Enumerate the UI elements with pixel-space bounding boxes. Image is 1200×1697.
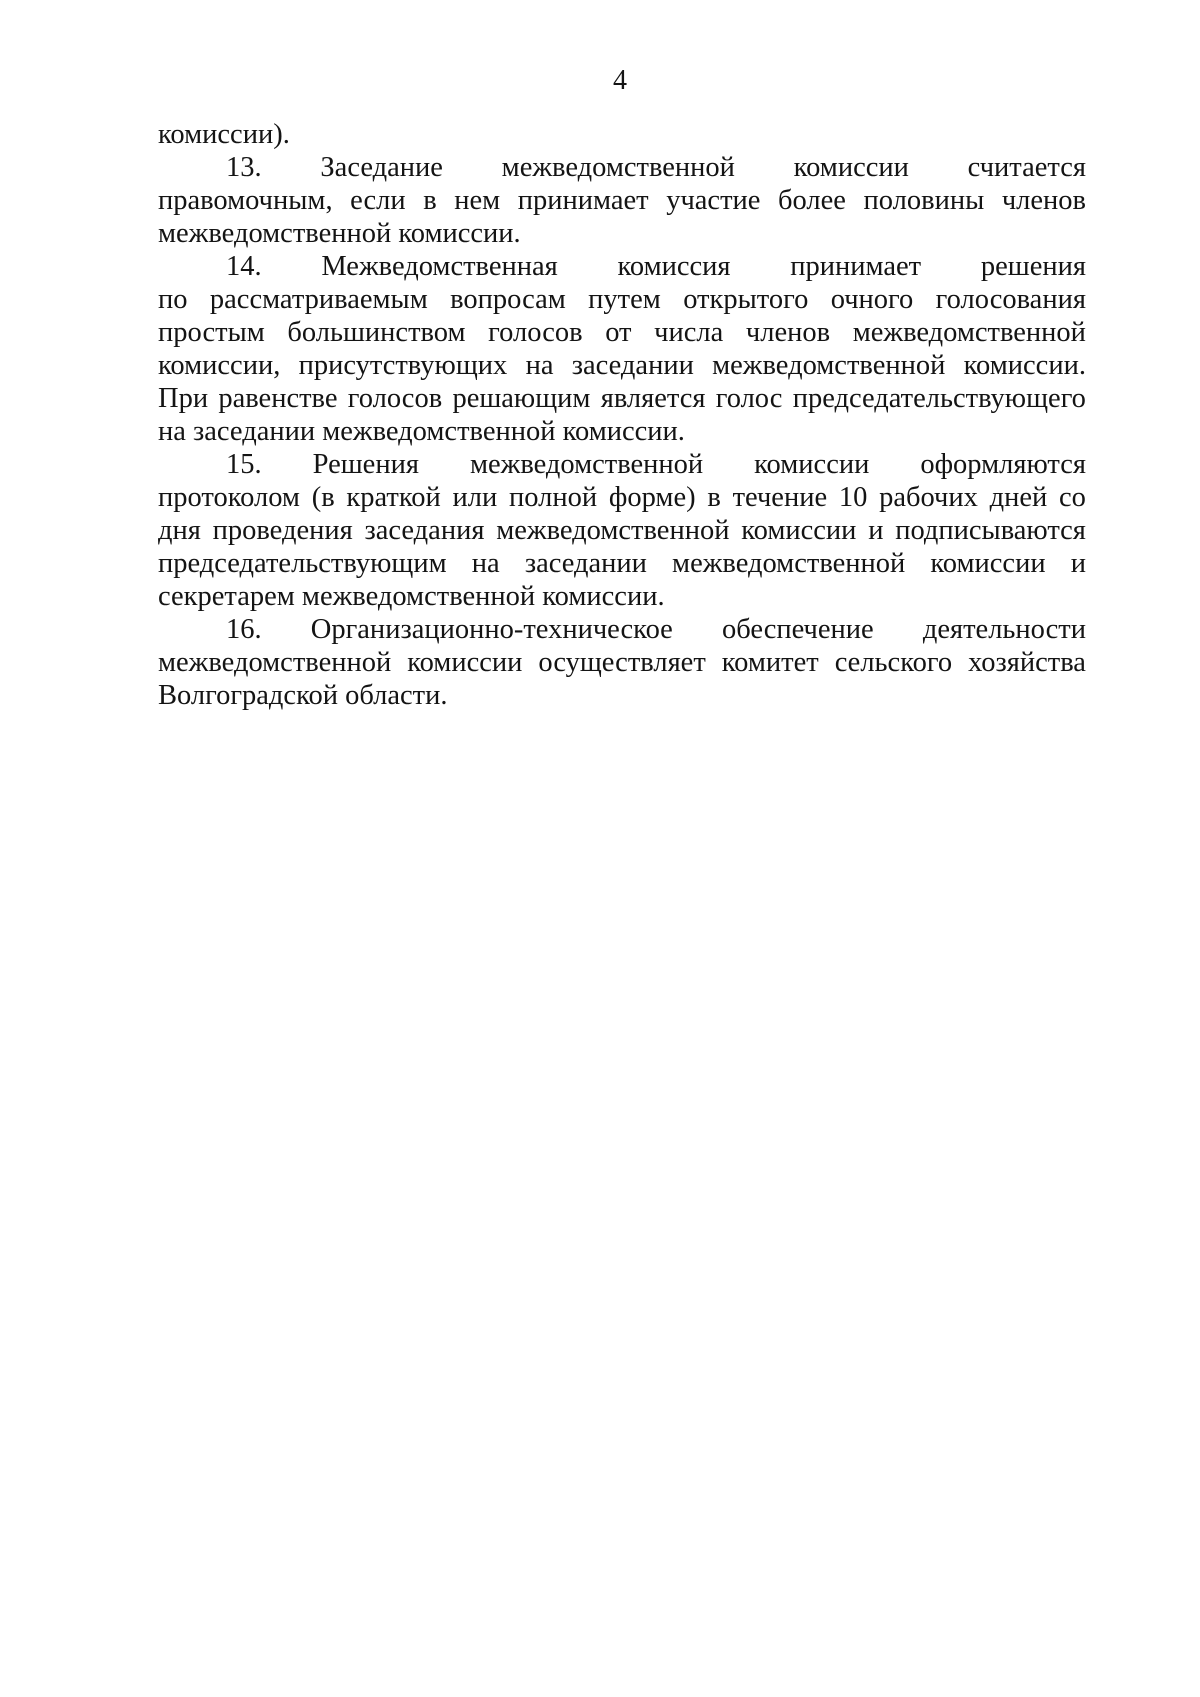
text-word: межведомственной [158, 647, 392, 678]
text-word: комиссии [754, 449, 870, 480]
text-word: голосов [347, 383, 443, 414]
text-word: Заседание [320, 152, 443, 183]
text-word: комитет [721, 647, 819, 678]
text-word: комиссии). [158, 119, 290, 150]
text-word: вопросам [450, 284, 566, 315]
text-word: проведения [212, 515, 353, 546]
text-line [158, 316, 1086, 349]
text-word: протоколом [158, 482, 300, 513]
text-line [158, 283, 1086, 316]
text-word: равенстве [218, 383, 338, 414]
text-word: голосов [488, 317, 583, 348]
text-word: числа [654, 317, 724, 348]
text-word: решения [980, 251, 1086, 282]
text-word: на [525, 350, 554, 381]
text-word: комиссии. [963, 350, 1086, 381]
text-word: подписываются [895, 515, 1086, 546]
text-word: 10 [838, 482, 868, 513]
text-word: участие [666, 185, 761, 216]
text-line [158, 382, 1086, 415]
text-word: рассматриваемым [209, 284, 428, 315]
text-line [158, 547, 1086, 580]
text-word: простым [158, 317, 265, 348]
text-word: членов [745, 317, 831, 348]
text-word: заседании [524, 548, 647, 579]
text-line [158, 646, 1086, 679]
text-word: путем [588, 284, 661, 315]
text-word: принимает [517, 185, 649, 216]
text-line [158, 184, 1086, 217]
text-word: Межведомственная [321, 251, 558, 282]
text-line [158, 613, 1086, 646]
text-word: 16. [226, 614, 262, 645]
text-word: комиссии [741, 515, 857, 546]
text-word: голос [715, 383, 783, 414]
text-word: на [471, 548, 500, 579]
text-word: форме) [608, 482, 696, 513]
text-word: 15. [226, 449, 262, 480]
text-word: комиссии [407, 647, 523, 678]
text-line [158, 151, 1086, 184]
text-word: Решения [312, 449, 419, 480]
text-word: При [158, 383, 209, 414]
text-word: заседании [571, 350, 694, 381]
text-word: межведомственной [501, 152, 735, 183]
text-word: и [1070, 548, 1086, 579]
text-line [158, 580, 1086, 613]
text-word: межведомственной [852, 317, 1086, 348]
text-word: решающим [452, 383, 591, 414]
text-word: по [158, 284, 188, 315]
text-word: дня [158, 515, 201, 546]
text-word: межведомственной [712, 350, 946, 381]
text-word: нем [454, 185, 501, 216]
text-line [158, 481, 1086, 514]
text-word: осуществляет [538, 647, 706, 678]
text-word: председательствующим [158, 548, 447, 579]
text-word: комиссии [793, 152, 909, 183]
text-word: дней [989, 482, 1048, 513]
text-word: или [452, 482, 498, 513]
text-word: течение [732, 482, 828, 513]
text-word: на заседании межведомственной комиссии. [158, 416, 685, 447]
text-word: более [778, 185, 846, 216]
text-word: является [600, 383, 706, 414]
text-word: хозяйства [968, 647, 1086, 678]
text-word: сельского [834, 647, 953, 678]
text-line [158, 118, 1086, 151]
text-word: полной [509, 482, 598, 513]
text-word: присутствующих [298, 350, 508, 381]
text-word: секретарем межведомственной комиссии. [158, 581, 665, 612]
text-line [158, 217, 1086, 250]
text-word: 13. [226, 152, 262, 183]
text-word: Организационно-техническое [310, 614, 673, 645]
text-word: оформляются [920, 449, 1086, 480]
text-line [158, 349, 1086, 382]
text-word: комиссии [930, 548, 1046, 579]
text-word: в [423, 185, 437, 216]
text-word: межведомственной комиссии. [158, 218, 521, 249]
text-word: межведомственной [496, 515, 730, 546]
text-line [158, 514, 1086, 547]
text-word: краткой [346, 482, 441, 513]
text-word: заседания [364, 515, 485, 546]
text-word: комиссии, [158, 350, 281, 381]
text-word: принимает [790, 251, 922, 282]
text-word: и [868, 515, 884, 546]
page-number: 4 [613, 65, 627, 96]
text-word: открытого [683, 284, 809, 315]
text-word: обеспечение [721, 614, 874, 645]
text-word: если [350, 185, 406, 216]
text-word: в [707, 482, 721, 513]
text-word: деятельности [922, 614, 1086, 645]
text-word: председательствующего [792, 383, 1086, 414]
text-line [158, 250, 1086, 283]
text-word: рабочих [879, 482, 978, 513]
text-word: межведомственной [469, 449, 704, 480]
text-line [158, 415, 1086, 448]
text-line [158, 448, 1086, 481]
text-word: от [605, 317, 632, 348]
document-body [158, 118, 1086, 712]
text-word: очного [830, 284, 914, 315]
text-word: (в [311, 482, 335, 513]
text-word: половины [863, 185, 985, 216]
text-word: межведомственной [672, 548, 906, 579]
text-word: считается [967, 152, 1086, 183]
text-word: Волгоградской области. [158, 680, 448, 711]
text-word: комиссия [617, 251, 731, 282]
text-word: со [1059, 482, 1086, 513]
text-word: большинством [287, 317, 466, 348]
text-word: правомочным, [158, 185, 333, 216]
text-line [158, 679, 1086, 712]
text-word: голосования [935, 284, 1086, 315]
text-word: 14. [226, 251, 262, 282]
text-word: членов [1001, 185, 1086, 216]
